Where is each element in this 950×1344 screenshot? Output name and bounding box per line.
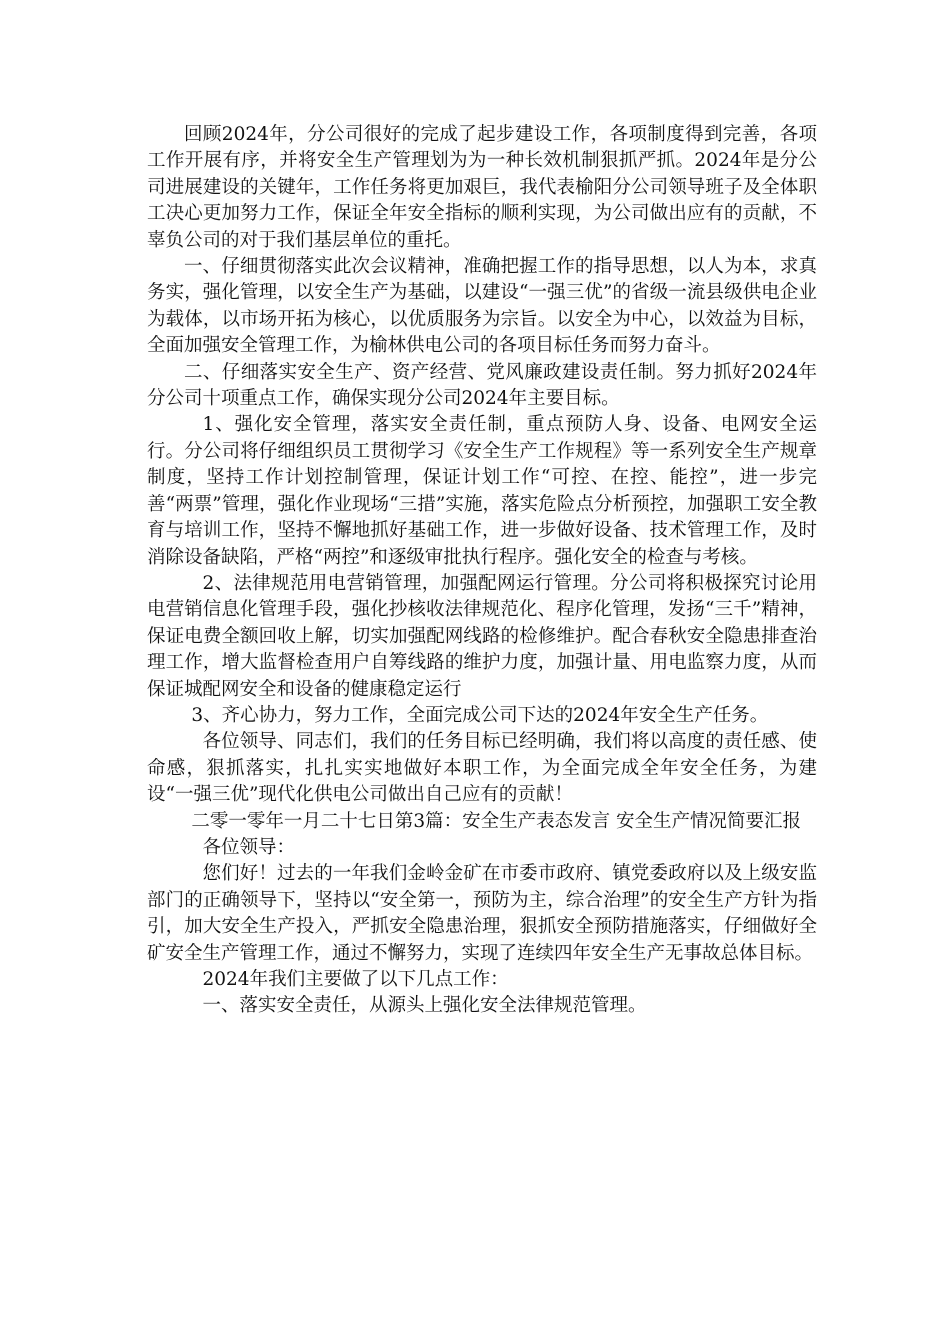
paragraph-work-one: 一、落实安全责任，从源头上强化安全法律规范管理。 [202,995,647,1017]
paragraph-item-2: 2、法律规范用电营销管理，加强配网运行管理。分公司将积极探究讨论用电营销信息化管理手段，强化抄核收法律规范化、程序化管理，发扬“三千”精神，保证电费全额回收上解，切实加强配网线路的检修维护。配合春秋安全隐患排查治理工作，增大监督检查用户自筹线路的维护力度，加强计量、用电监察力度，从而保证城配网安全和设备的健康稳定运行 [147,572,817,700]
paragraph-point-two: 二、仔细落实安全生产、资产经营、党风廉政建设责任制。努力抓好2024年分公司十项重点工作，确保实现分公司2024年主要目标。 [147,361,817,410]
paragraph-date-heading: 二零一零年一月二十七日第3篇：安全生产表态发言 安全生产情况简要汇报 [191,810,802,832]
document-body [147,122,817,1020]
paragraph-salutation: 各位领导： [202,836,296,858]
paragraph-item-3: 3、齐心协力，努力工作，全面完成公司下达的2024年安全生产任务。 [191,704,769,726]
paragraph-greeting: 您们好！过去的一年我们金岭金矿在市委市政府、镇党委政府以及上级安监部门的正确领导下，坚持以“安全第一，预防为主，综合治理”的安全生产方针为指引，加大安全生产投入，严抓安全隐患治理，狠抓安全预防措施落实，仔细做好全矿安全生产管理工作，通过不懈努力，实现了连续四年安全生产无事故总体目标。 [147,863,817,964]
paragraph-work-intro: 2024年我们主要做了以下几点工作： [202,969,509,990]
paragraph-point-one: 一、仔细贯彻落实此次会议精神，准确把握工作的指导思想，以人为本，求真务实，强化管理，以安全生产为基础，以建设“一强三优”的省级一流县级供电企业为载体，以市场开拓为核心，以优质服务为宗旨。以安全为中心，以效益为目标，全面加强安全管理工作，为榆林供电公司的各项目标任务而努力奋斗。 [147,256,817,357]
paragraph-item-1: 1、强化安全管理，落实安全责任制，重点预防人身、设备、电网安全运行。分公司将仔细组织员工贯彻学习《安全生产工作规程》等一系列安全生产规章制度，坚持工作计划控制管理，保证计划工作“可控、在控、能控”，进一步完善“两票”管理，强化作业现场“三措”实施，落实危险点分析预控，加强职工安全教育与培训工作，坚持不懈地抓好基础工作，进一步做好设备、技术管理工作，及时消除设备缺陷，严格“两控”和逐级审批执行程序。强化安全的检查与考核。 [147,414,817,568]
paragraph-review-2024: 回顾2024年，分公司很好的完成了起步建设工作，各项制度得到完善，各项工作开展有序，并将安全生产管理划为为一种长效机制狠抓严抓。2024年是分公司进展建设的关键年，工作任务将更加艰巨，我代表榆阳分公司领导班子及全体职工决心更加努力工作，保证全年安全指标的顺利实现，为公司做出应有的贡献，不辜负公司的对于我们基层单位的重托。 [147,124,817,251]
paragraph-closing: 各位领导、同志们，我们的任务目标已经明确，我们将以高度的责任感、使命感，狠抓落实，扎扎实实地做好本职工作，为全面完成全年安全任务，为建设“一强三优”现代化供电公司做出自己应有的贡献！ [147,731,817,806]
